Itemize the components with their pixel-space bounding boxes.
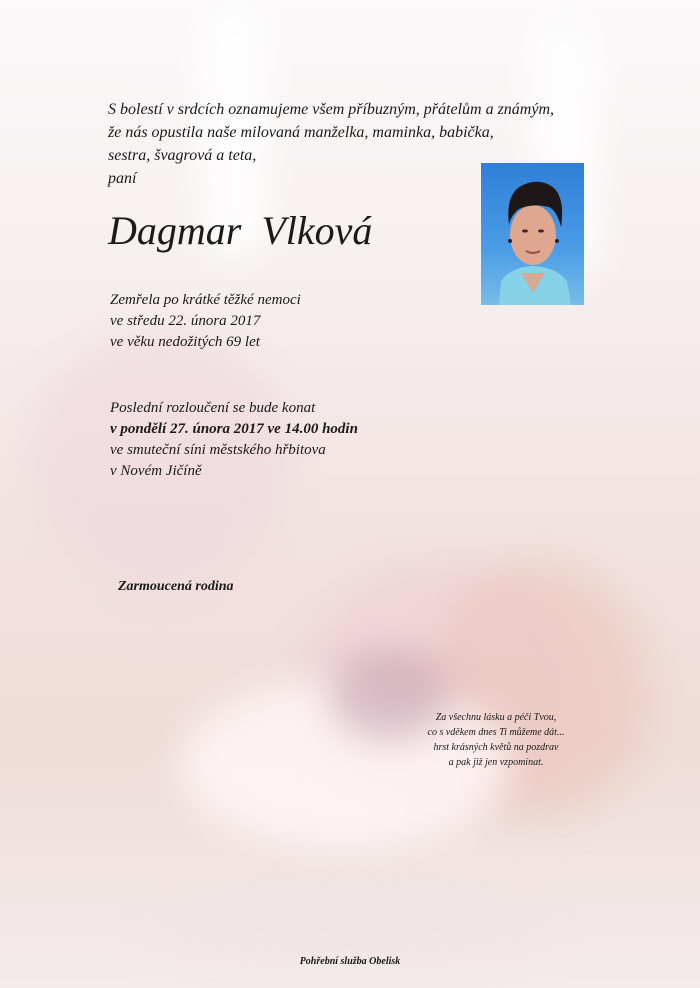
funeral-line: ve smuteční síni městského hřbitova	[110, 442, 326, 458]
portrait-photo	[481, 163, 584, 305]
intro-line: sestra, švagrová a teta,	[108, 147, 257, 164]
deceased-name: Dagmar Vlková	[108, 208, 373, 253]
poem-line: co s vděkem dnes Ti můžeme dát...	[427, 727, 565, 738]
poem-line: hrst krásných květů na pozdrav	[433, 742, 559, 753]
poem-line: Za všechnu lásku a péči Tvou,	[435, 712, 557, 723]
background-blur	[140, 900, 560, 960]
memorial-poem	[416, 710, 576, 770]
death-line: ve věku nedožitých 69 let	[110, 334, 260, 350]
death-line: ve středu 22. února 2017	[110, 313, 261, 329]
funeral-line: Poslední rozloučení se bude konat	[110, 400, 316, 416]
intro-line: S bolestí v srdcích oznamujeme všem příbuzným, přátelům a známým,	[108, 101, 555, 118]
intro-line: paní	[108, 170, 137, 187]
intro-line: že nás opustila naše milovaná manželka, maminka, babička,	[108, 124, 494, 141]
death-info	[110, 290, 301, 353]
funeral-date-time: v pondělí 27. února 2017 ve 14.00 hodin	[110, 421, 358, 437]
funeral-service-footer: Pohřební služba Obelisk	[299, 956, 401, 967]
poem-line: a pak již jen vzpomínat.	[448, 757, 544, 768]
portrait-illustration	[481, 163, 584, 305]
family-signature: Zarmoucená rodina	[118, 579, 234, 594]
funeral-info	[110, 398, 358, 482]
funeral-line: v Novém Jičíně	[110, 463, 202, 479]
death-line: Zemřela po krátké těžké nemoci	[110, 292, 301, 308]
